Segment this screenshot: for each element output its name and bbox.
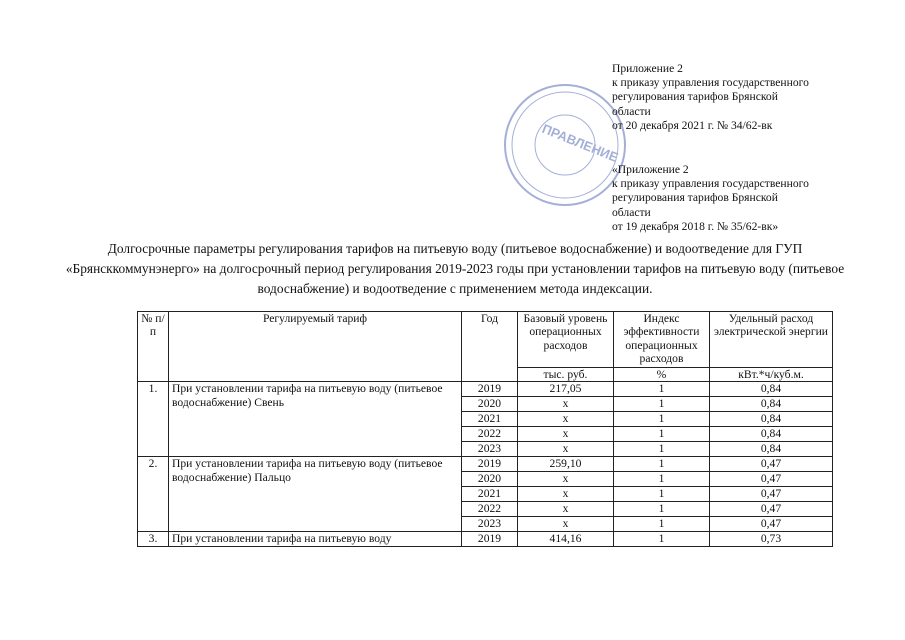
cell-energy: 0,73 [710, 532, 833, 547]
cell-index: 1 [614, 442, 710, 457]
cell-year: 2022 [462, 502, 518, 517]
cell-energy: 0,84 [710, 382, 833, 397]
cell-energy: 0,84 [710, 397, 833, 412]
appendix-line: регулирования тарифов Брянской [612, 191, 778, 205]
cell-year: 2022 [462, 427, 518, 442]
cell-energy: 0,84 [710, 412, 833, 427]
cell-base: х [518, 442, 614, 457]
cell-base: х [518, 472, 614, 487]
appendix-line: от 20 декабря 2021 г. № 34/62-вк [612, 118, 773, 132]
row-number: 2. [138, 457, 169, 532]
cell-base: 259,10 [518, 457, 614, 472]
appendix-line: Приложение 2 [612, 62, 683, 75]
header-num: № п/п [138, 312, 169, 382]
table-row [138, 382, 833, 397]
cell-base: х [518, 397, 614, 412]
cell-year: 2020 [462, 472, 518, 487]
appendix-line: «Приложение 2 [612, 163, 689, 176]
row-number: 3. [138, 532, 169, 547]
cell-year: 2023 [462, 517, 518, 532]
cell-index: 1 [614, 382, 710, 397]
cell-base: х [518, 412, 614, 427]
cell-base: х [518, 487, 614, 502]
cell-base: х [518, 502, 614, 517]
stamp-text: ПРАВЛЕНИЕ [539, 120, 621, 166]
cell-index: 1 [614, 397, 710, 412]
cell-year: 2020 [462, 397, 518, 412]
cell-year: 2019 [462, 457, 518, 472]
unit-energy: кВт.*ч/куб.м. [710, 368, 833, 382]
cell-year: 2019 [462, 382, 518, 397]
cell-base: х [518, 427, 614, 442]
unit-base: тыс. руб. [518, 368, 614, 382]
cell-energy: 0,47 [710, 472, 833, 487]
header-energy: Удельный расход электрической энергии [710, 312, 833, 368]
row-number: 1. [138, 382, 169, 457]
header-base: Базовый уровень операционных расходов [518, 312, 614, 368]
official-stamp [500, 80, 630, 210]
header-year: Год [462, 312, 518, 382]
cell-index: 1 [614, 472, 710, 487]
cell-base: 217,05 [518, 382, 614, 397]
cell-index: 1 [614, 487, 710, 502]
cell-energy: 0,84 [710, 442, 833, 457]
table-body [138, 382, 833, 547]
tariff-name: При установлении тарифа на питьевую воду (питьевое водоснабжение) Свень [169, 382, 462, 457]
tariff-name: При установлении тарифа на питьевую воду [169, 532, 462, 547]
cell-energy: 0,47 [710, 502, 833, 517]
parameters-table [137, 311, 833, 547]
cell-index: 1 [614, 517, 710, 532]
header-tariff: Регулируемый тариф [169, 312, 462, 382]
cell-index: 1 [614, 457, 710, 472]
appendix-line: регулирования тарифов Брянской [612, 90, 778, 104]
document-title: Долгосрочные параметры регулирования тарифов на питьевую воду (питьевое водоснабжение) и водоотведение для ГУП «Брянсккоммунэнерго» на долгосрочный период регулирования 2019-2023 годы при установлении тарифов на питьевую воду (питьевое водоснабжение) и водоотведение с применением метода индексации. [65, 241, 845, 296]
appendix-line: от 19 декабря 2018 г. № 35/62-вк» [612, 219, 779, 233]
cell-base: 414,16 [518, 532, 614, 547]
cell-base: х [518, 517, 614, 532]
cell-energy: 0,47 [710, 517, 833, 532]
cell-energy: 0,47 [710, 487, 833, 502]
appendix-line: к приказу управления государственного [612, 76, 809, 90]
table-row [138, 457, 833, 472]
cell-year: 2023 [462, 442, 518, 457]
appendix-line: к приказу управления государственного [612, 177, 809, 191]
tariff-name: При установлении тарифа на питьевую воду (питьевое водоснабжение) Пальцо [169, 457, 462, 532]
appendix-header-previous [612, 163, 852, 234]
cell-energy: 0,84 [710, 427, 833, 442]
cell-year: 2021 [462, 487, 518, 502]
appendix-header-current [612, 62, 852, 133]
cell-index: 1 [614, 532, 710, 547]
cell-index: 1 [614, 502, 710, 517]
cell-energy: 0,47 [710, 457, 833, 472]
table-row [138, 532, 833, 547]
cell-index: 1 [614, 427, 710, 442]
unit-index: % [614, 368, 710, 382]
header-index: Индекс эффективности операционных расходов [614, 312, 710, 368]
appendix-line: области [612, 205, 651, 219]
cell-year: 2021 [462, 412, 518, 427]
appendix-line: области [612, 104, 651, 118]
cell-index: 1 [614, 412, 710, 427]
cell-year: 2019 [462, 532, 518, 547]
